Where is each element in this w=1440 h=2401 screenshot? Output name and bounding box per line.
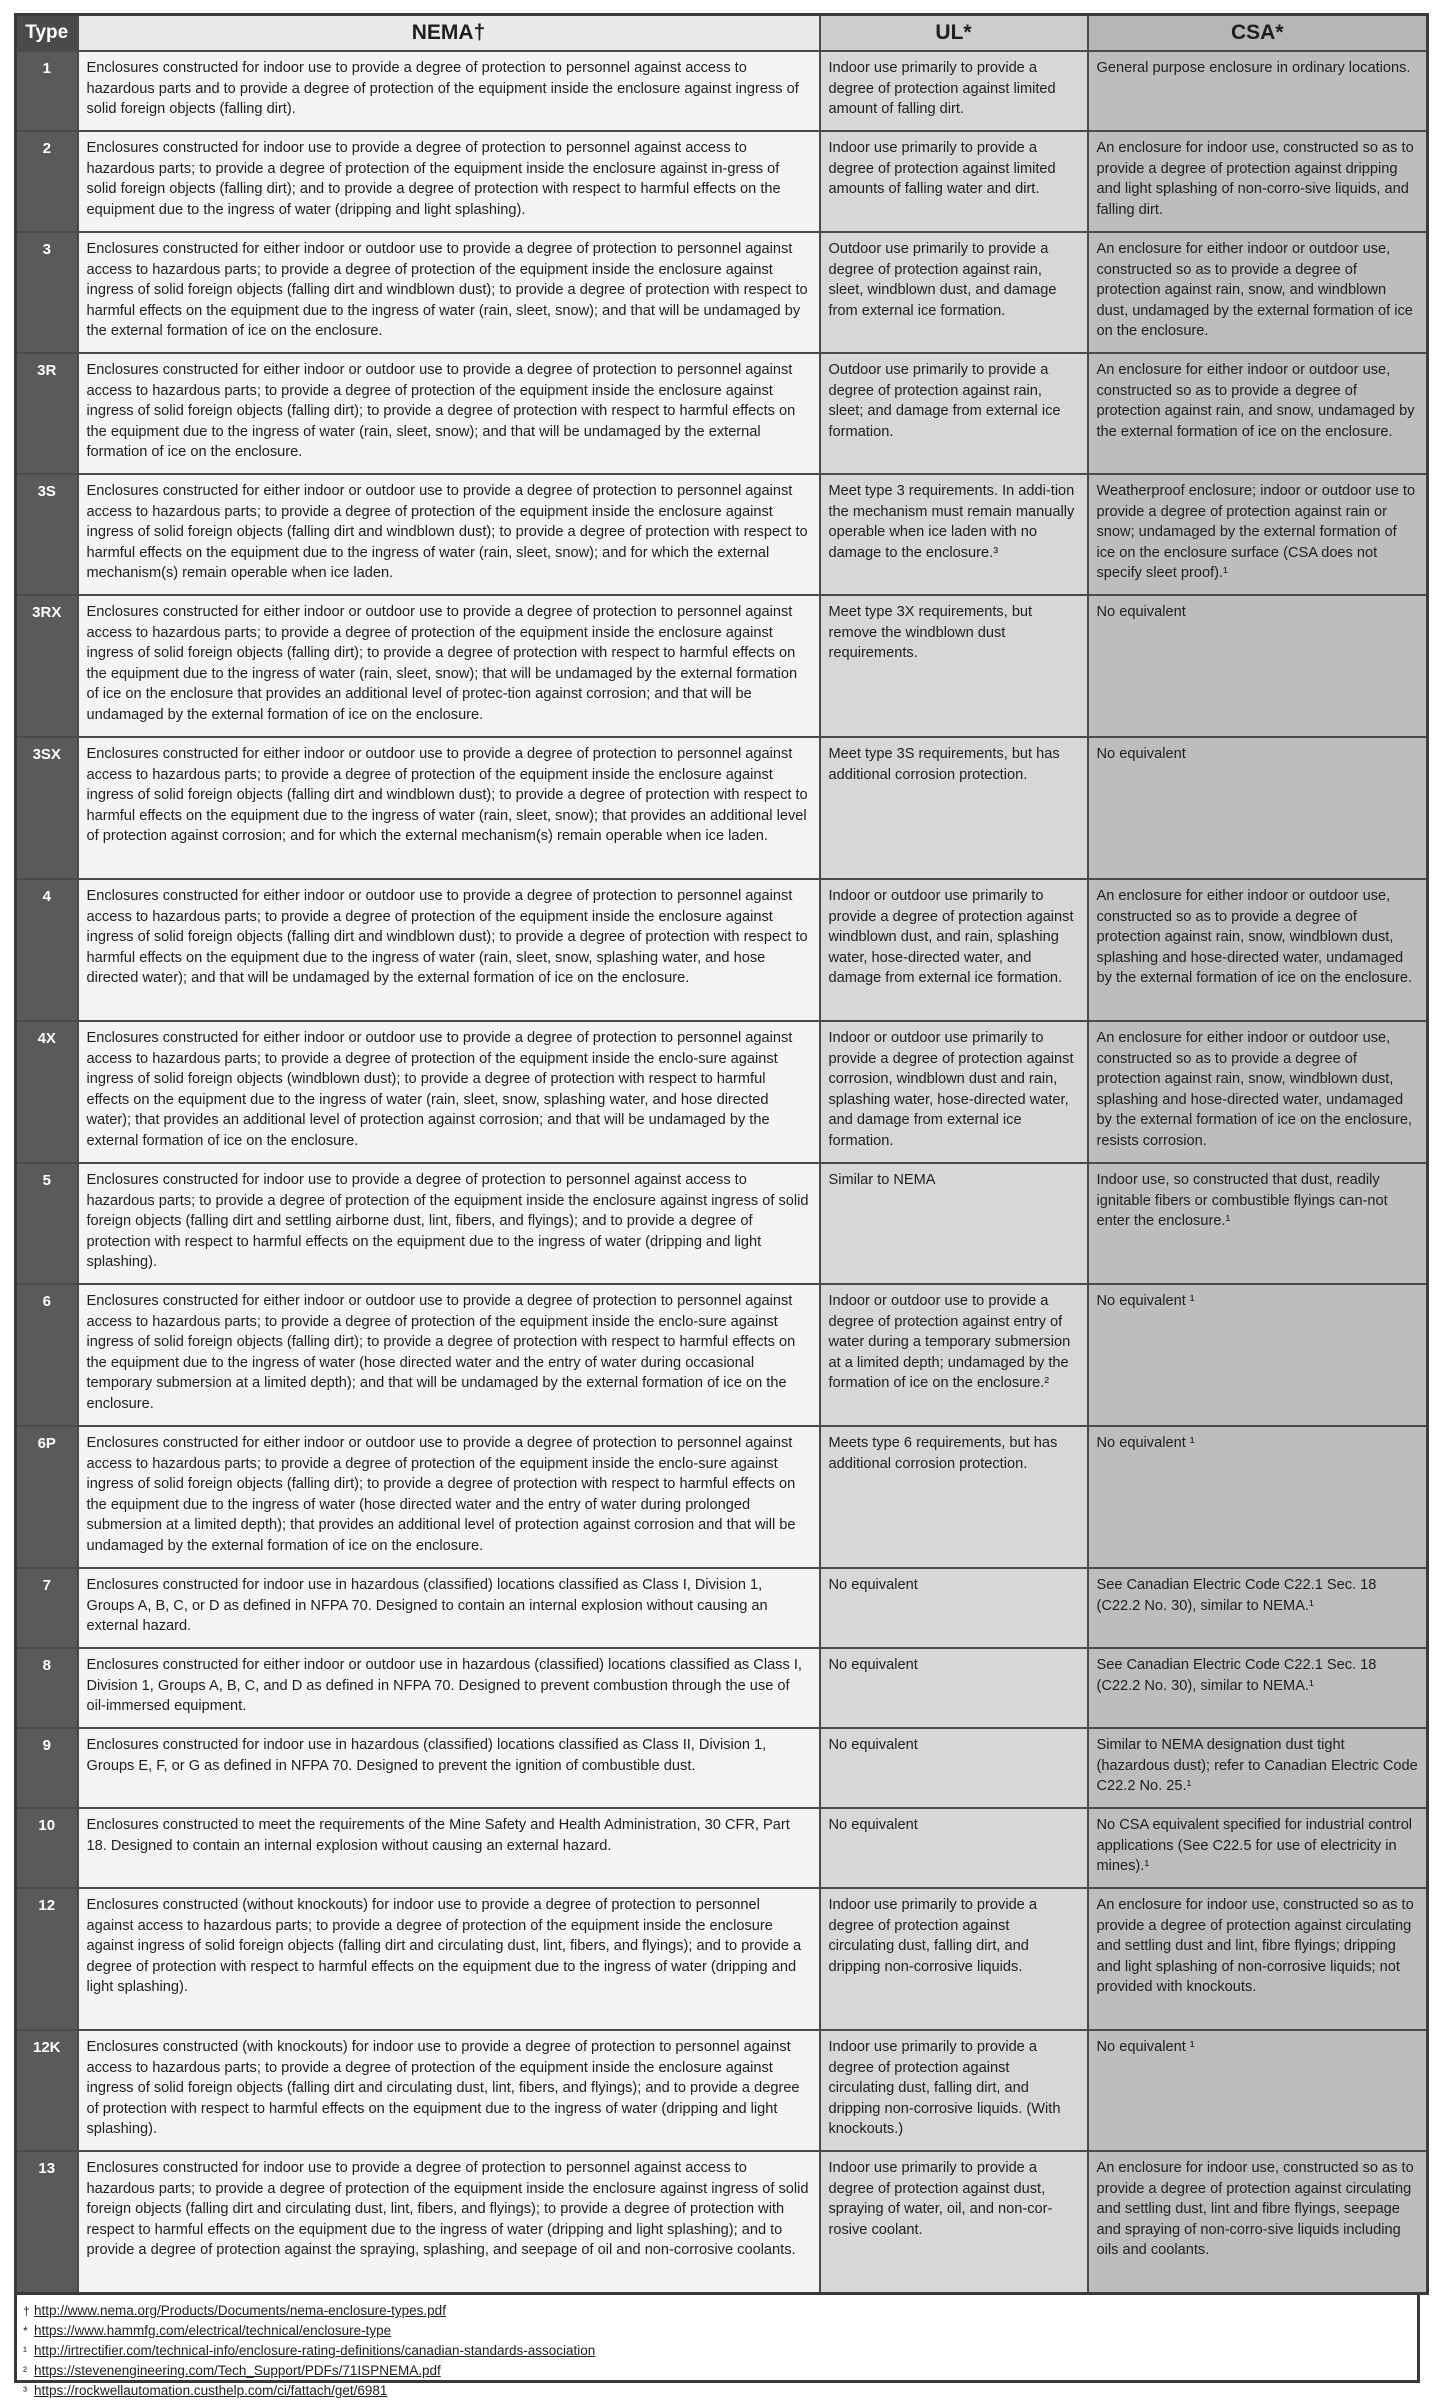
- nema-cell: Enclosures constructed for indoor use to provide a degree of protection to personnel against access to hazardous parts and to provide a degree of protection of the equipment inside the enclosure against ingress of solid foreign objects (falling dirt).: [78, 51, 820, 131]
- footnote: [23, 2321, 1417, 2341]
- table-row: [16, 474, 1428, 595]
- footnote: [23, 2301, 1417, 2321]
- header-csa: CSA*: [1088, 15, 1428, 52]
- csa-cell: See Canadian Electric Code C22.1 Sec. 18 (C22.2 No. 30), similar to NEMA.¹: [1088, 1648, 1428, 1728]
- type-cell: 3SX: [16, 737, 78, 879]
- type-cell: 5: [16, 1163, 78, 1284]
- ul-cell: No equivalent: [820, 1728, 1088, 1808]
- nema-cell: Enclosures constructed for either indoor or outdoor use to provide a degree of protection to personnel against access to hazardous parts; to provide a degree of protection of the equipment inside the enclosure against ingress of solid foreign objects (falling dirt and windblown dust); to provide a degree of protection with respect to harmful effects on the equipment due to the ingress of water (rain, sleet, snow); that provides an additional level of protection against corrosion; and for which the external mechanism(s) remain operable when ice laden.: [78, 737, 820, 879]
- footnote-mark: ²: [23, 2364, 27, 2378]
- ul-cell: Indoor use primarily to provide a degree of protection against limited amount of falling dirt.: [820, 51, 1088, 131]
- csa-cell: Similar to NEMA designation dust tight (hazardous dust); refer to Canadian Electric Code C22.2 No. 25.¹: [1088, 1728, 1428, 1808]
- ul-cell: Meets type 6 requirements, but has additional corrosion protection.: [820, 1426, 1088, 1568]
- type-cell: 2: [16, 131, 78, 232]
- header-ul: UL*: [820, 15, 1088, 52]
- table-row: [16, 2151, 1428, 2294]
- footnote-link[interactable]: http://irtrectifier.com/technical-info/enclosure-rating-definitions/canadian-standards-association: [34, 2343, 596, 2358]
- ul-cell: Indoor use primarily to provide a degree of protection against dust, spraying of water, oil, and non-cor-rosive coolant.: [820, 2151, 1088, 2294]
- ul-cell: Outdoor use primarily to provide a degree of protection against rain, sleet; and damage from external ice formation.: [820, 353, 1088, 474]
- nema-cell: Enclosures constructed for either indoor or outdoor use to provide a degree of protection to personnel against access to hazardous parts; to provide a degree of protection of the equipment inside the enclo-sure against ingress of solid foreign objects (windblown dust); to provide a degree of protection with respect to harmful effects on the equipment due to the ingress of water (rain, sleet, snow, splashing water, and hose directed water); that provides an additional level of protection against corrosion; and that will be undamaged by the external formation of ice on the enclosure.: [78, 1021, 820, 1163]
- table-row: [16, 879, 1428, 1021]
- ul-cell: Similar to NEMA: [820, 1163, 1088, 1284]
- csa-cell: An enclosure for indoor use, constructed so as to provide a degree of protection against circulating and settling dust, lint and fibre flyings, seepage and spraying of non-corro-sive liquids including oils and coolants.: [1088, 2151, 1428, 2294]
- nema-cell: Enclosures constructed (with knockouts) for indoor use to provide a degree of protection to personnel against access to hazardous parts; to provide a degree of protection of the equipment inside the enclosure against ingress of solid foreign objects (falling dirt and circulating dust, lint, fibers, and flyings); and to provide a degree of protection with respect to harmful effects on the equipment due to the ingress of water (dripping and light splashing).: [78, 2030, 820, 2151]
- enclosure-comparison-page: [14, 13, 1426, 2398]
- nema-cell: Enclosures constructed for indoor use to provide a degree of protection to personnel against access to hazardous parts; to provide a degree of protection of the equipment inside the enclosure against ingress of solid foreign objects (falling dirt and settling airborne dust, lint, fibers, and flyings); and to provide a degree of protection with respect to harmful effects on the equipment due to the ingress of water (dripping and light splashing).: [78, 1163, 820, 1284]
- nema-cell: Enclosures constructed for either indoor or outdoor use to provide a degree of protection to personnel against access to hazardous parts; to provide a degree of protection of the equipment inside the enclosure against ingress of solid foreign objects (falling dirt and windblown dust); to provide a degree of protection with respect to harmful effects on the equipment due to the ingress of water (rain, sleet, snow, splashing water, and hose directed water); and that will be undamaged by the external formation of ice on the enclosure.: [78, 879, 820, 1021]
- csa-cell: An enclosure for indoor use, constructed so as to provide a degree of protection against circulating and settling dust and lint, fibre flyings; dripping and light splashing of non-corrosive liquids; not provided with knockouts.: [1088, 1888, 1428, 2030]
- csa-cell: General purpose enclosure in ordinary locations.: [1088, 51, 1428, 131]
- footnote-mark: *: [23, 2324, 28, 2338]
- table-header-row: [16, 15, 1428, 52]
- csa-cell: An enclosure for indoor use, constructed so as to provide a degree of protection against dripping and light splashing of non-corro-sive liquids, and falling dirt.: [1088, 131, 1428, 232]
- type-cell: 6: [16, 1284, 78, 1426]
- type-cell: 3: [16, 232, 78, 353]
- ul-cell: No equivalent: [820, 1568, 1088, 1648]
- csa-cell: No equivalent: [1088, 595, 1428, 737]
- type-cell: 4X: [16, 1021, 78, 1163]
- table-row: [16, 51, 1428, 131]
- csa-cell: An enclosure for either indoor or outdoor use, constructed so as to provide a degree of protection against rain, snow, windblown dust, splashing and hose-directed water, undamaged by the external formation of ice on the enclosure, resists corrosion.: [1088, 1021, 1428, 1163]
- footnote-mark: ¹: [23, 2344, 27, 2358]
- csa-cell: An enclosure for either indoor or outdoor use, constructed so as to provide a degree of protection against rain, snow, and windblown dust, undamaged by the external formation of ice on the enclosure.: [1088, 232, 1428, 353]
- table-row: [16, 1808, 1428, 1888]
- header-type: Type: [16, 15, 78, 52]
- table-row: [16, 1426, 1428, 1568]
- ul-cell: Meet type 3S requirements, but has additional corrosion protection.: [820, 737, 1088, 879]
- ul-cell: Outdoor use primarily to provide a degree of protection against rain, sleet, windblown dust, and damage from external ice formation.: [820, 232, 1088, 353]
- type-cell: 7: [16, 1568, 78, 1648]
- ul-cell: Indoor use primarily to provide a degree of protection against limited amounts of falling water and dirt.: [820, 131, 1088, 232]
- ul-cell: Meet type 3X requirements, but remove the windblown dust requirements.: [820, 595, 1088, 737]
- table-row: [16, 232, 1428, 353]
- nema-cell: Enclosures constructed for either indoor or outdoor use to provide a degree of protection to personnel against access to hazardous parts; to provide a degree of protection of the equipment inside the enclosure against ingress of solid foreign objects (falling dirt and windblown dust); to provide a degree of protection with respect to harmful effects on the equipment due to the ingress of water (rain, sleet, snow); and that will be undamaged by the external formation of ice on the enclosure.: [78, 232, 820, 353]
- ul-cell: Indoor or outdoor use primarily to provide a degree of protection against corrosion, windblown dust and rain, splashing water, hose-directed water, and damage from external ice formation.: [820, 1021, 1088, 1163]
- csa-cell: No equivalent ¹: [1088, 2030, 1428, 2151]
- footnote-mark: ³: [23, 2384, 27, 2398]
- footnote-link[interactable]: https://rockwellautomation.custhelp.com/ci/fattach/get/6981: [34, 2383, 388, 2398]
- enclosure-type-table: [14, 13, 1429, 2295]
- table-row: [16, 353, 1428, 474]
- nema-cell: Enclosures constructed (without knockouts) for indoor use to provide a degree of protection to personnel against access to hazardous parts; to provide a degree of protection of the equipment inside the enclosure against ingress of solid foreign objects (falling dirt and circulating dust, lint, fibers, and flyings); and to provide a degree of protection with respect to harmful effects on the equipment due to the ingress of water (dripping and light splashing).: [78, 1888, 820, 2030]
- type-cell: 10: [16, 1808, 78, 1888]
- csa-cell: No equivalent ¹: [1088, 1426, 1428, 1568]
- footnote-mark: †: [23, 2304, 30, 2318]
- csa-cell: No equivalent: [1088, 737, 1428, 879]
- ul-cell: Meet type 3 requirements. In addi-tion the mechanism must remain manually operable when ice laden with no damage to the enclosure.³: [820, 474, 1088, 595]
- table-row: [16, 737, 1428, 879]
- footnote: [23, 2381, 1417, 2401]
- type-cell: 1: [16, 51, 78, 131]
- table-row: [16, 1284, 1428, 1426]
- footnotes: [14, 2295, 1420, 2398]
- type-cell: 12K: [16, 2030, 78, 2151]
- table-row: [16, 131, 1428, 232]
- header-nema: NEMA†: [78, 15, 820, 52]
- csa-cell: See Canadian Electric Code C22.1 Sec. 18 (C22.2 No. 30), similar to NEMA.¹: [1088, 1568, 1428, 1648]
- ul-cell: Indoor or outdoor use to provide a degree of protection against entry of water during a temporary submersion at a limited depth; undamaged by the formation of ice on the enclosure.²: [820, 1284, 1088, 1426]
- nema-cell: Enclosures constructed for indoor use in hazardous (classified) locations classified as Class I, Division 1, Groups A, B, C, or D as defined in NFPA 70. Designed to contain an internal explosion without causing an external hazard.: [78, 1568, 820, 1648]
- footnote: [23, 2341, 1417, 2361]
- footnote-link[interactable]: https://www.hammfg.com/electrical/technical/enclosure-type: [34, 2323, 392, 2338]
- type-cell: 3R: [16, 353, 78, 474]
- type-cell: 3RX: [16, 595, 78, 737]
- table-row: [16, 1021, 1428, 1163]
- nema-cell: Enclosures constructed for either indoor or outdoor use to provide a degree of protection to personnel against access to hazardous parts; to provide a degree of protection of the equipment inside the enclosure against ingress of solid foreign objects (falling dirt and windblown dust); to provide a degree of protection with respect to harmful effects on the equipment due to the ingress of water (rain, sleet, snow); and for which the external mechanism(s) remain operable when ice laden.: [78, 474, 820, 595]
- table-row: [16, 1648, 1428, 1728]
- table-row: [16, 1163, 1428, 1284]
- type-cell: 9: [16, 1728, 78, 1808]
- table-body: [16, 51, 1428, 2294]
- type-cell: 6P: [16, 1426, 78, 1568]
- csa-cell: An enclosure for either indoor or outdoor use, constructed so as to provide a degree of protection against rain, and snow, undamaged by the external formation of ice on the enclosure.: [1088, 353, 1428, 474]
- csa-cell: Indoor use, so constructed that dust, readily ignitable fibers or combustible flyings can-not enter the enclosure.¹: [1088, 1163, 1428, 1284]
- table-row: [16, 595, 1428, 737]
- table-row: [16, 1728, 1428, 1808]
- footnote-link[interactable]: https://stevenengineering.com/Tech_Support/PDFs/71ISPNEMA.pdf: [34, 2363, 441, 2378]
- type-cell: 4: [16, 879, 78, 1021]
- nema-cell: Enclosures constructed to meet the requirements of the Mine Safety and Health Administration, 30 CFR, Part 18. Designed to contain an internal explosion without causing an external hazard.: [78, 1808, 820, 1888]
- ul-cell: Indoor use primarily to provide a degree of protection against circulating dust, falling dirt, and dripping non-corrosive liquids. (With knockouts.): [820, 2030, 1088, 2151]
- type-cell: 13: [16, 2151, 78, 2294]
- ul-cell: No equivalent: [820, 1808, 1088, 1888]
- ul-cell: No equivalent: [820, 1648, 1088, 1728]
- ul-cell: Indoor or outdoor use primarily to provide a degree of protection against windblown dust, and rain, splashing water, hose-directed water, and damage from external ice formation.: [820, 879, 1088, 1021]
- footnote: [23, 2361, 1417, 2381]
- csa-cell: No CSA equivalent specified for industrial control applications (See C22.5 for use of electricity in mines).¹: [1088, 1808, 1428, 1888]
- nema-cell: Enclosures constructed for either indoor or outdoor use to provide a degree of protection to personnel against access to hazardous parts; to provide a degree of protection of the equipment inside the enclosure against ingress of solid foreign objects (falling dirt); to provide a degree of protection with respect to harmful effects on the equipment due to the ingress of water (rain, sleet, snow); and that will be undamaged by the external formation of ice on the enclosure.: [78, 353, 820, 474]
- footnote-link[interactable]: http://www.nema.org/Products/Documents/nema-enclosure-types.pdf: [34, 2303, 446, 2318]
- ul-cell: Indoor use primarily to provide a degree of protection against circulating dust, falling dirt, and dripping non-corrosive liquids.: [820, 1888, 1088, 2030]
- table-row: [16, 1568, 1428, 1648]
- nema-cell: Enclosures constructed for indoor use to provide a degree of protection to personnel against access to hazardous parts; to provide a degree of protection of the equipment inside the enclosure against in-gress of solid foreign objects (falling dirt); and to provide a degree of protection with respect to harmful effects on the equipment due to the ingress of water (dripping and light splashing).: [78, 131, 820, 232]
- nema-cell: Enclosures constructed for either indoor or outdoor use to provide a degree of protection to personnel against access to hazardous parts; to provide a degree of protection of the equipment inside the enclosure against ingress of solid foreign objects (falling dirt); to provide a degree of protection with respect to harmful effects on the equipment due to the ingress of water (rain, sleet, snow); that will be undamaged by the external formation of ice on the enclosure that provides an additional level of protec-tion against corrosion; and that will be undamaged by the external formation of ice on the enclosure.: [78, 595, 820, 737]
- nema-cell: Enclosures constructed for either indoor or outdoor use to provide a degree of protection to personnel against access to hazardous parts; to provide a degree of protection of the equipment inside the enclo-sure against ingress of solid foreign objects (falling dirt); to provide a degree of protection with respect to harmful effects on the equipment due to the ingress of water (hose directed water and the entry of water during occasional temporary submersion at a limited depth); and that will be undamaged by the external formation of ice on the enclosure.: [78, 1284, 820, 1426]
- csa-cell: No equivalent ¹: [1088, 1284, 1428, 1426]
- type-cell: 3S: [16, 474, 78, 595]
- type-cell: 12: [16, 1888, 78, 2030]
- table-row: [16, 2030, 1428, 2151]
- nema-cell: Enclosures constructed for either indoor or outdoor use to provide a degree of protection to personnel against access to hazardous parts; to provide a degree of protection of the equipment inside the enclo-sure against ingress of solid foreign objects (falling dirt); to provide a degree of protection with respect to harmful effects on the equipment due to the ingress of water (hose directed water and the entry of water during prolonged submersion at a limited depth); that provides an additional level of protection against corrosion and that will be undamaged by the external formation of ice on the enclosure.: [78, 1426, 820, 1568]
- type-cell: 8: [16, 1648, 78, 1728]
- nema-cell: Enclosures constructed for either indoor or outdoor use in hazardous (classified) locations classified as Class I, Division 1, Groups A, B, C, and D as defined in NFPA 70. Designed to prevent combustion through the use of oil-immersed equipment.: [78, 1648, 820, 1728]
- csa-cell: An enclosure for either indoor or outdoor use, constructed so as to provide a degree of protection against rain, snow, windblown dust, splashing and hose-directed water, undamaged by the external formation of ice on the enclosure.: [1088, 879, 1428, 1021]
- nema-cell: Enclosures constructed for indoor use in hazardous (classified) locations classified as Class II, Division 1, Groups E, F, or G as defined in NFPA 70. Designed to prevent the ignition of combustible dust.: [78, 1728, 820, 1808]
- table-row: [16, 1888, 1428, 2030]
- csa-cell: Weatherproof enclosure; indoor or outdoor use to provide a degree of protection against rain or snow; undamaged by the external formation of ice on the enclosure surface (CSA does not specify sleet proof).¹: [1088, 474, 1428, 595]
- nema-cell: Enclosures constructed for indoor use to provide a degree of protection to personnel against access to hazardous parts; to provide a degree of protection of the equipment inside the enclosure against ingress of solid foreign objects (falling dirt and circulating dust, lint, fibers, and flyings); to provide a degree of protection with respect to harmful effects on the equipment due to the ingress of water (dripping and light splashing); and to provide a degree of protection against the spraying, splashing, and seepage of oil and non-corrosive coolants.: [78, 2151, 820, 2294]
